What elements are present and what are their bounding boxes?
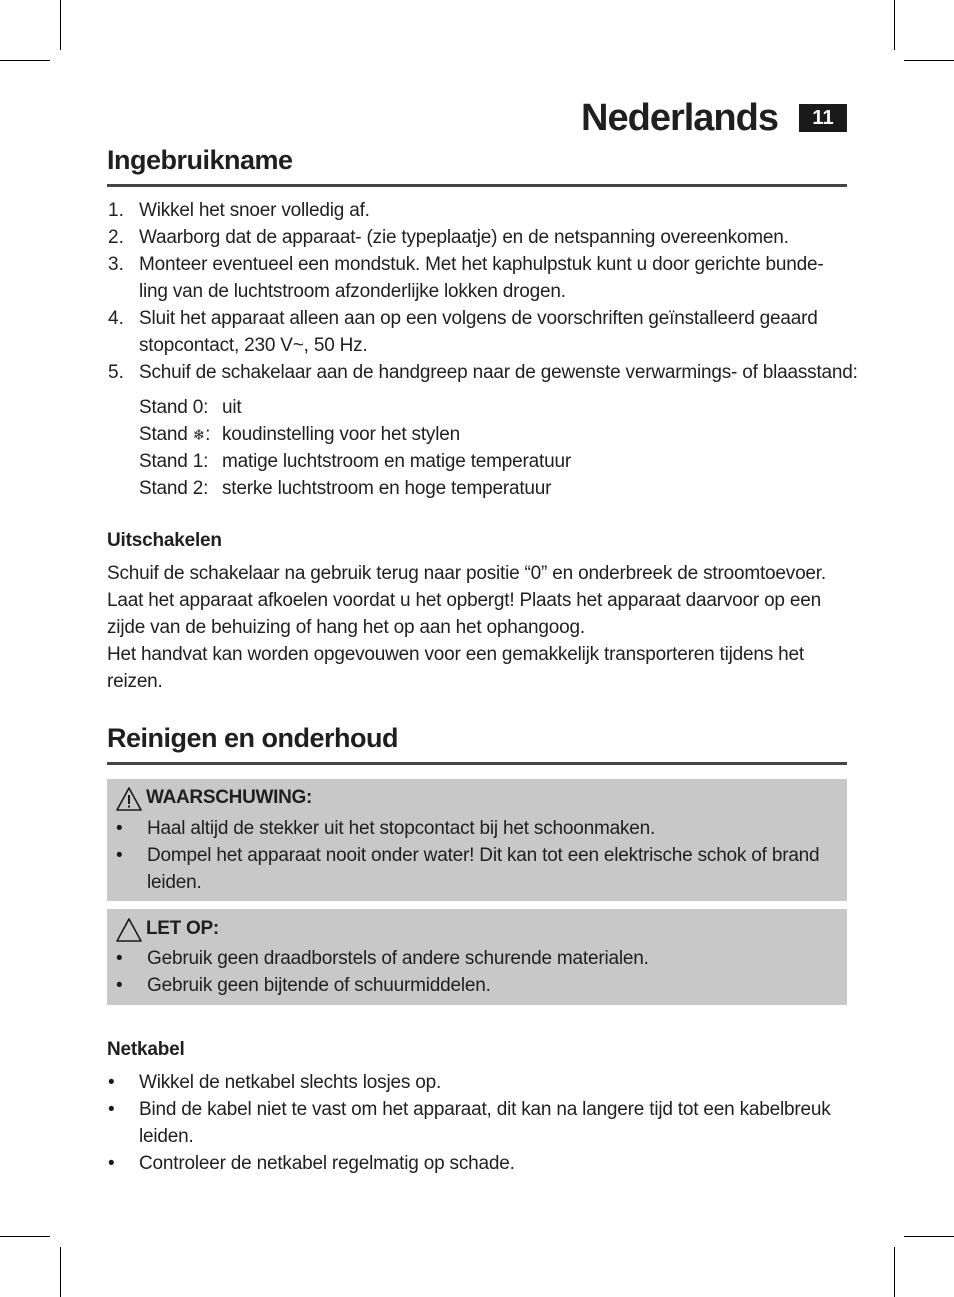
- subheading-netkabel: Netkabel: [107, 1039, 185, 1060]
- crop-mark: [0, 1236, 50, 1237]
- crop-mark: [60, 0, 61, 50]
- cold-setting-icon: ❄: [192, 426, 206, 444]
- paragraph-line: Het handvat kan worden opgevouwen voor een gemakkelijk transporteren tijdens het: [107, 644, 804, 665]
- bullet-glyph: •: [116, 975, 123, 996]
- crop-mark: [894, 1247, 895, 1297]
- section-title-ingebruikname: Ingebruikname: [107, 145, 293, 175]
- paragraph-line: reizen.: [107, 671, 163, 692]
- crop-mark: [0, 60, 50, 61]
- paragraph-line: Laat het apparaat afkoelen voordat u het opbergt! Plaats het apparaat daarvoor op een: [107, 590, 821, 611]
- setting-label: Stand 1:: [139, 451, 209, 472]
- step-text: ling van de luchtstroom afzonderlijke lokken drogen.: [139, 281, 566, 302]
- setting-description: sterke luchtstroom en hoge temperatuur: [222, 478, 552, 499]
- warning-title: WAARSCHUWING:: [146, 787, 313, 808]
- setting-label: Stand 0:: [139, 397, 209, 418]
- crop-mark: [904, 1236, 954, 1237]
- setting-label-text: Stand: [139, 424, 188, 445]
- warning-triangle-icon: [115, 786, 143, 812]
- bullet-text: leiden.: [139, 1126, 194, 1147]
- bullet-glyph: •: [116, 845, 123, 866]
- caution-title: LET OP:: [146, 918, 219, 939]
- bullet-text: Gebruik geen draadborstels of andere schurende materialen.: [147, 948, 649, 969]
- crop-mark: [60, 1247, 61, 1297]
- step-number: 5.: [108, 362, 124, 383]
- setting-description: koudinstelling voor het stylen: [222, 424, 460, 445]
- bullet-text: Dompel het apparaat nooit onder water! Dit kan tot een elektrische schok of brand: [147, 845, 820, 866]
- step-number: 3.: [108, 254, 124, 275]
- step-text: Monteer eventueel een mondstuk. Met het kaphulpstuk kunt u door gerichte bunde-: [139, 254, 824, 275]
- page-language-title: Nederlands: [581, 97, 778, 139]
- bullet-text: Wikkel de netkabel slechts losjes op.: [139, 1072, 442, 1093]
- bullet-glyph: •: [108, 1153, 115, 1174]
- section-divider: [107, 762, 847, 765]
- bullet-text: Bind de kabel niet te vast om het apparaat, dit kan na langere tijd tot een kabelbreuk: [139, 1099, 831, 1120]
- paragraph-line: zijde van de behuizing of hang het op aan het ophangoog.: [107, 617, 585, 638]
- subheading-uitschakelen: Uitschakelen: [107, 530, 222, 551]
- setting-description: matige luchtstroom en matige temperatuur: [222, 451, 571, 472]
- bullet-glyph: •: [108, 1099, 115, 1120]
- section-title-reinigen: Reinigen en onderhoud: [107, 723, 398, 753]
- bullet-text: Haal altijd de stekker uit het stopcontact bij het schoonmaken.: [147, 818, 656, 839]
- bullet-text: Gebruik geen bijtende of schuurmiddelen.: [147, 975, 491, 996]
- step-number: 4.: [108, 308, 124, 329]
- bullet-text: leiden.: [147, 872, 202, 893]
- step-text: Waarborg dat de apparaat- (zie typeplaatje) en de netspanning overeenkomen.: [139, 227, 789, 248]
- bullet-glyph: •: [108, 1072, 115, 1093]
- bullet-glyph: •: [116, 948, 123, 969]
- step-text: stopcontact, 230 V~, 50 Hz.: [139, 335, 368, 356]
- setting-label-suffix: :: [205, 424, 211, 445]
- warning-triangle-icon: [115, 917, 143, 943]
- setting-description: uit: [222, 397, 242, 418]
- section-divider: [107, 184, 847, 187]
- step-text: Wikkel het snoer volledig af.: [139, 200, 370, 221]
- crop-mark: [894, 0, 895, 50]
- step-number: 1.: [108, 200, 124, 221]
- paragraph-line: Schuif de schakelaar na gebruik terug naar positie “0” en onderbreek de stroomtoevoer.: [107, 563, 826, 584]
- page-number: 11: [799, 104, 847, 132]
- step-number: 2.: [108, 227, 124, 248]
- bullet-glyph: •: [116, 818, 123, 839]
- step-text: Schuif de schakelaar aan de handgreep naar de gewenste verwarmings- of blaasstand:: [139, 362, 858, 383]
- step-text: Sluit het apparaat alleen aan op een volgens de voorschriften geïnstalleerd geaard: [139, 308, 818, 329]
- setting-label: Stand 2:: [139, 478, 209, 499]
- bullet-text: Controleer de netkabel regelmatig op schade.: [139, 1153, 515, 1174]
- crop-mark: [904, 60, 954, 61]
- setting-label: [139, 421, 210, 449]
